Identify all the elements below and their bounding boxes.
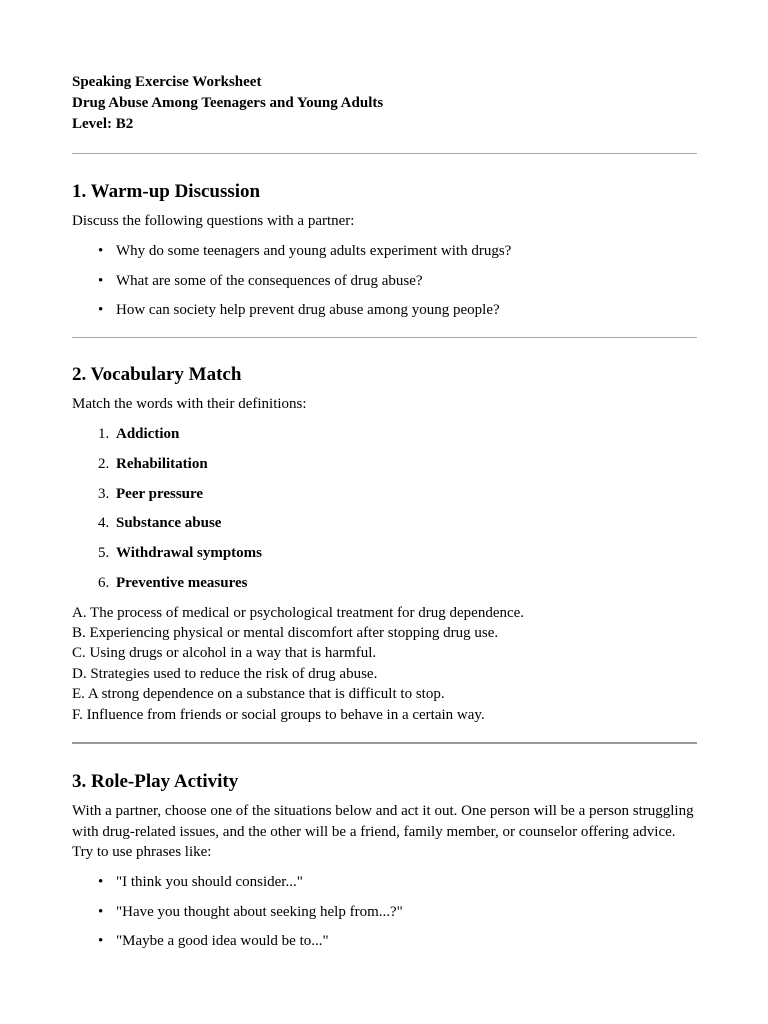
item-number: 2. [98, 455, 110, 472]
section-divider [72, 337, 697, 338]
section-intro: With a partner, choose one of the situations below and act it out. One person will be a person struggling with drug-related issues, and the other will be a friend, family member, or counselor offering advice. Try to use phrases like: [72, 803, 694, 861]
vocabulary-item [72, 513, 697, 533]
definition-line: C. Using drugs or alcohol in a way that is harmful. [72, 645, 377, 662]
section-divider [72, 153, 697, 154]
vocabulary-item [72, 573, 697, 593]
vocabulary-word: Withdrawal symptoms [116, 544, 262, 561]
item-number: 6. [98, 574, 110, 591]
section-heading: 1. Warm-up Discussion [72, 181, 261, 202]
vocabulary-word: Rehabilitation [116, 455, 208, 472]
vocabulary-word: Preventive measures [116, 574, 248, 591]
vocabulary-item [72, 484, 697, 504]
suggested-phrase: • "Maybe a good idea would be to..." [72, 931, 697, 951]
section-divider [72, 742, 697, 744]
worksheet-title: Speaking Exercise Worksheet [72, 74, 262, 90]
vocabulary-item [72, 454, 697, 474]
suggested-phrase: • "Have you thought about seeking help from...?" [72, 902, 697, 922]
item-number: 4. [98, 515, 110, 532]
worksheet-level: Level: B2 [72, 116, 134, 132]
definition-line: D. Strategies used to reduce the risk of drug abuse. [72, 665, 378, 682]
definition-line: B. Experiencing physical or mental discomfort after stopping drug use. [72, 625, 499, 642]
vocabulary-item [72, 424, 697, 444]
section-heading: 3. Role-Play Activity [72, 771, 239, 793]
discussion-question: • How can society help prevent drug abuse among young people? [72, 300, 697, 320]
definition-line: A. The process of medical or psychological treatment for drug dependence. [72, 604, 525, 621]
vocabulary-word-list [72, 424, 697, 592]
vocabulary-item [72, 543, 697, 563]
warmup-section [72, 180, 697, 320]
item-number: 1. [98, 426, 110, 443]
item-number: 5. [98, 544, 110, 561]
worksheet-topic: Drug Abuse Among Teenagers and Young Adults [72, 95, 384, 111]
section-heading: 2. Vocabulary Match [72, 364, 242, 385]
definition-line: E. A strong dependence on a substance that is difficult to stop. [72, 686, 445, 703]
section-intro: Match the words with their definitions: [72, 396, 307, 412]
vocabulary-word: Addiction [116, 426, 180, 443]
definition-line: F. Influence from friends or social groups to behave in a certain way. [72, 706, 485, 723]
vocabulary-word: Peer pressure [116, 485, 204, 502]
discussion-question: • What are some of the consequences of drug abuse? [72, 271, 697, 291]
vocabulary-section [72, 363, 697, 725]
phrase-list [72, 872, 697, 951]
worksheet-header [72, 72, 697, 135]
item-number: 3. [98, 485, 110, 502]
discussion-question-list [72, 241, 697, 320]
suggested-phrase: • "I think you should consider..." [72, 872, 697, 892]
definition-list [72, 603, 697, 725]
section-intro: Discuss the following questions with a partner: [72, 213, 355, 229]
discussion-question: • Why do some teenagers and young adults experiment with drugs? [72, 241, 697, 261]
role-play-section [72, 770, 697, 951]
vocabulary-word: Substance abuse [116, 515, 222, 532]
